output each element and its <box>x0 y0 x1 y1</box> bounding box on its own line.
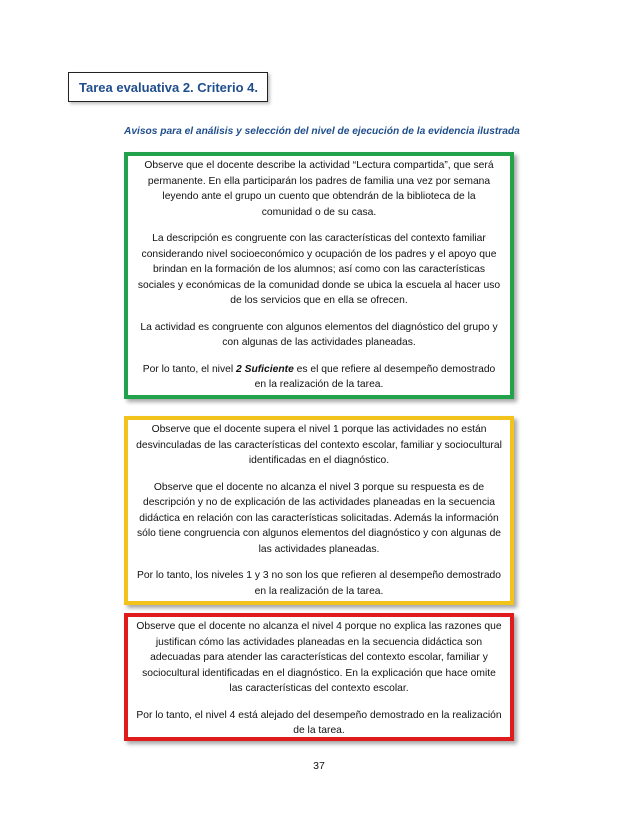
red-paragraph-1: Observe que el docente no alcanza el nivel 4 porque no explica las razones que justifican cómo las actividades planeadas en la secuencia didáctica son adecuadas para atender las características del contexto escolar, familiar y sociocultural identificadas en el diagnóstico. En la explicación que hace omite las características del contexto escolar. <box>136 621 502 694</box>
green-conclusion-prefix: Por lo tanto, el nivel <box>142 363 236 375</box>
green-paragraph-3: La actividad es congruente con algunos elementos del diagnóstico del grupo y con algunas de las actividades planeadas. <box>140 321 498 348</box>
section-subtitle: Avisos para el análisis y selección del nivel de ejecución de la evidencia ilustrada <box>124 126 520 137</box>
yellow-notice-box <box>124 416 514 605</box>
green-notice-box <box>124 152 514 399</box>
task-title-box <box>68 72 268 102</box>
green-conclusion-suffix: es el que refiere al desempeño demostrado en la realización de la tarea. <box>254 363 496 390</box>
red-notice-box <box>124 613 514 741</box>
green-paragraph-4 <box>136 362 502 393</box>
yellow-paragraph-1: Observe que el docente supera el nivel 1 porque las actividades no están desvinculadas de las características del contexto escolar, familiar y sociocultural identificadas en el diagnóstico. <box>136 424 502 466</box>
red-paragraph-2: Por lo tanto, el nivel 4 está alejado del desempeño demostrado en la realización de la tarea. <box>136 709 502 736</box>
green-paragraph-2: La descripción es congruente con las características del contexto familiar considerando nivel socioeconómico y ocupación de los padres y el apoyo que brindan en la formación de los alumnos; así como con las características sociales y económicas de la comunidad donde se ubica la escuela al hacer uso de los servicios que en ella se ofrecen. <box>137 233 501 306</box>
yellow-paragraph-2: Observe que el docente no alcanza el nivel 3 porque su respuesta es de descripción y no de explicación de las actividades planeadas en la secuencia didáctica en relación con las características solicitadas. Además la información sólo tiene congruencia con algunos elementos del diagnóstico y con algunas de las actividades planeadas. <box>136 481 502 555</box>
yellow-paragraph-3: Por lo tanto, los niveles 1 y 3 no son los que refieren al desempeño demostrado en la realización de la tarea. <box>136 570 502 597</box>
green-paragraph-1: Observe que el docente describe la actividad “Lectura compartida”, que será permanente. En ella participarán los padres de familia una vez por semana leyendo ante el grupo un cuento que obtendrán de la biblioteca de la comunidad o de su casa. <box>144 160 494 218</box>
level-label: 2 Suficiente <box>236 363 294 375</box>
task-title: Tarea evaluativa 2. Criterio 4. <box>79 79 258 95</box>
page-number: 37 <box>313 760 325 772</box>
